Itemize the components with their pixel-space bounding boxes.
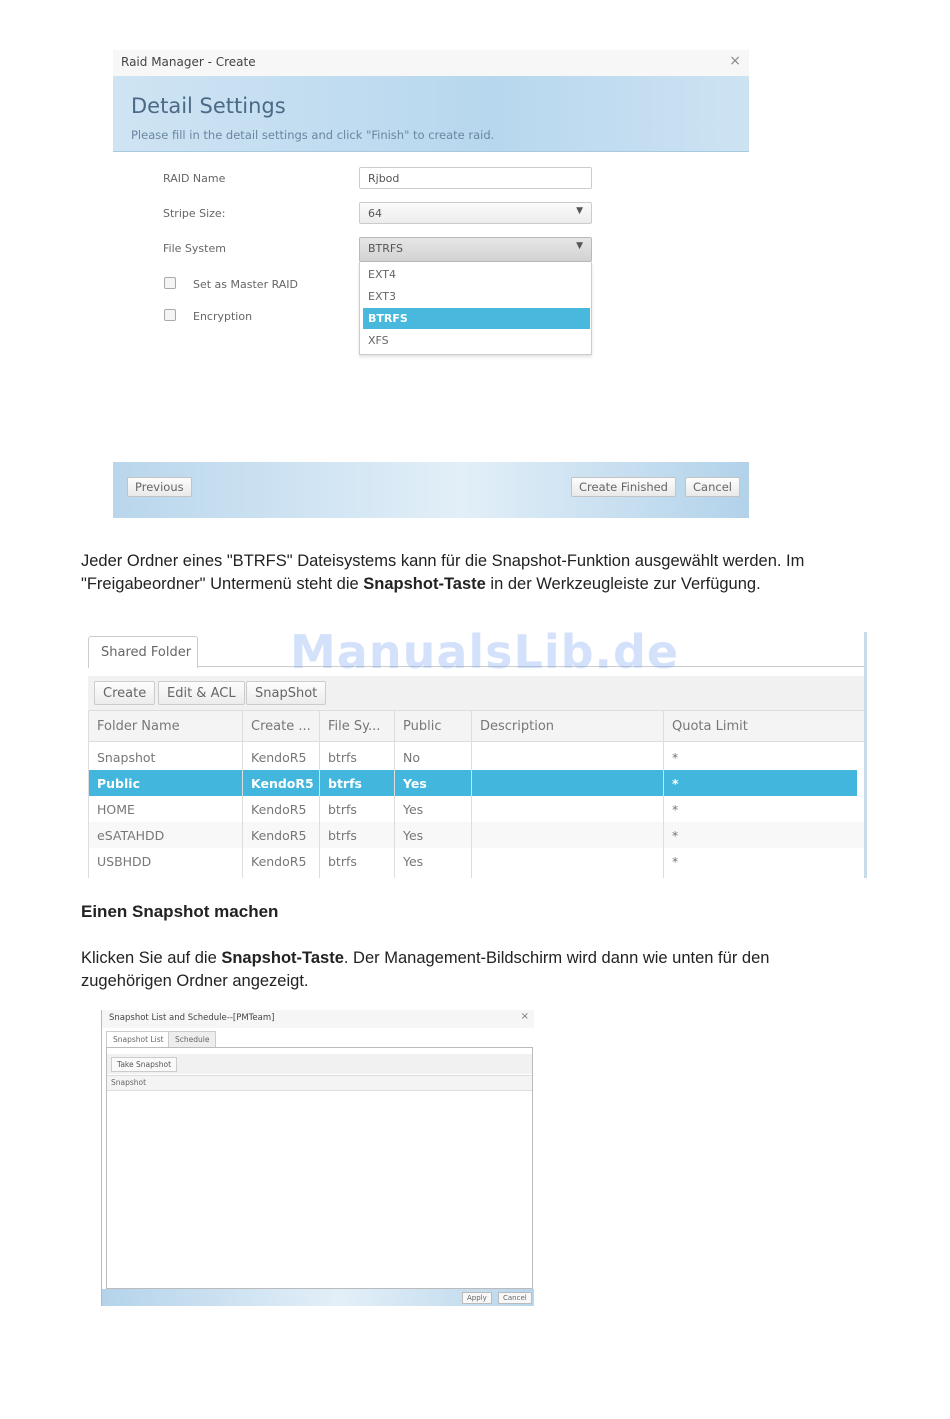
- cell-file-system: btrfs: [328, 828, 357, 843]
- file-system-select[interactable]: [359, 237, 592, 262]
- cell-created: KendoR5: [251, 802, 307, 817]
- page-subtitle: Please fill in the detail settings and click "Finish" to create raid.: [131, 128, 495, 142]
- raid-manager-dialog: [113, 50, 749, 518]
- cell-created: KendoR5: [251, 854, 307, 869]
- dialog-title: Snapshot List and Schedule--[PMTeam]: [109, 1013, 275, 1023]
- table-header: [88, 710, 864, 742]
- stripe-size-label: Stripe Size:: [163, 207, 226, 220]
- raid-name-input[interactable]: Rjbod: [359, 167, 592, 189]
- text-span: . Der Management-Bildschirm wird dann wie unten für den: [343, 949, 770, 967]
- paragraph-line: [81, 947, 870, 970]
- close-icon[interactable]: ×: [729, 53, 741, 69]
- cancel-button[interactable]: Cancel: [685, 477, 740, 497]
- column-header[interactable]: Folder Name: [97, 719, 180, 734]
- tab-schedule[interactable]: Schedule: [168, 1031, 216, 1047]
- cell-quota: *: [672, 802, 679, 817]
- tab-shared-folder[interactable]: [88, 636, 198, 668]
- cell-folder-name: USBHDD: [97, 854, 152, 869]
- cell-public: Yes: [403, 828, 424, 843]
- dialog-titlebar: [102, 1010, 534, 1028]
- master-raid-label: Set as Master RAID: [193, 278, 299, 291]
- encryption-label: Encryption: [193, 310, 253, 323]
- bold-term: Snapshot-Taste: [363, 575, 486, 593]
- table-header: [107, 1075, 532, 1091]
- dropdown-option-ext4[interactable]: EXT4: [368, 268, 397, 281]
- cell-created: KendoR5: [251, 750, 307, 765]
- file-system-dropdown: [359, 262, 592, 355]
- column-divider: [242, 710, 243, 878]
- text-span: "Freigabeordner" Untermenü steht die: [81, 575, 364, 593]
- raid-name-label: RAID Name: [163, 172, 226, 185]
- snapshot-list-panel: [106, 1047, 533, 1289]
- column-header[interactable]: Create ...: [251, 719, 311, 734]
- take-snapshot-button[interactable]: Take Snapshot: [111, 1057, 177, 1072]
- dialog-footer: [102, 1289, 534, 1306]
- dialog-title: Raid Manager - Create: [121, 55, 256, 69]
- create-finished-button[interactable]: Create Finished: [571, 477, 676, 497]
- column-header[interactable]: Quota Limit: [672, 719, 748, 734]
- paragraph-line: zugehörigen Ordner angezeigt.: [81, 972, 309, 990]
- stripe-size-value: 64: [368, 207, 382, 220]
- snapshot-button[interactable]: SnapShot: [246, 681, 326, 705]
- create-button[interactable]: Create: [94, 681, 155, 705]
- table-row[interactable]: [88, 744, 864, 770]
- cell-public: Yes: [403, 802, 424, 817]
- tab-label: Shared Folder: [101, 645, 192, 660]
- cell-folder-name: eSATAHDD: [97, 828, 165, 843]
- table-row[interactable]: [88, 770, 857, 796]
- table-row[interactable]: [88, 822, 864, 848]
- column-header[interactable]: Description: [480, 719, 555, 734]
- dropdown-option-ext3[interactable]: EXT3: [368, 290, 397, 303]
- cell-file-system: btrfs: [328, 854, 357, 869]
- column-divider: [471, 710, 472, 878]
- paragraph-snapshot-button: [81, 947, 870, 993]
- text-span: in der Werkzeugleiste zur Verfügung.: [485, 575, 761, 593]
- column-header[interactable]: Snapshot: [111, 1078, 147, 1087]
- table-row[interactable]: [88, 848, 864, 874]
- column-divider: [88, 710, 89, 878]
- stripe-size-select[interactable]: [359, 202, 592, 224]
- cell-public: No: [403, 750, 420, 765]
- cell-folder-name: Public: [97, 776, 140, 791]
- cell-public: Yes: [403, 854, 424, 869]
- dropdown-option-btrfs[interactable]: BTRFS: [363, 308, 590, 329]
- column-header[interactable]: Public: [403, 719, 442, 734]
- paragraph-line: [81, 573, 870, 596]
- cell-public: Yes: [403, 776, 427, 791]
- column-divider: [319, 710, 320, 878]
- cancel-button[interactable]: Cancel: [498, 1292, 532, 1304]
- cell-folder-name: HOME: [97, 802, 135, 817]
- paragraph-line: Jeder Ordner eines "BTRFS" Dateisystems kann für die Snapshot-Funktion ausgewählt werden. Im: [81, 552, 805, 570]
- cell-folder-name: Snapshot: [97, 750, 156, 765]
- file-system-label: File System: [163, 242, 226, 255]
- table-row[interactable]: [88, 796, 864, 822]
- bold-term: Snapshot-Taste: [221, 949, 344, 967]
- previous-button[interactable]: Previous: [127, 477, 192, 497]
- paragraph-btrfs-snapshot: [81, 550, 870, 596]
- watermark: ManualsLib.de: [290, 625, 680, 679]
- cell-quota: *: [672, 776, 679, 791]
- dialog-titlebar: [113, 50, 749, 77]
- cell-file-system: btrfs: [328, 802, 357, 817]
- cell-created: KendoR5: [251, 776, 314, 791]
- cell-quota: *: [672, 828, 679, 843]
- chevron-down-icon: ▼: [576, 241, 583, 251]
- dropdown-option-xfs[interactable]: XFS: [368, 334, 389, 347]
- cell-created: KendoR5: [251, 828, 307, 843]
- section-heading: Einen Snapshot machen: [81, 902, 279, 921]
- file-system-value: BTRFS: [368, 242, 404, 255]
- chevron-down-icon: ▼: [576, 206, 583, 216]
- apply-button[interactable]: Apply: [462, 1292, 492, 1304]
- cell-quota: *: [672, 854, 679, 869]
- cell-quota: *: [672, 750, 679, 765]
- cell-file-system: btrfs: [328, 776, 362, 791]
- panel-border: [864, 632, 867, 878]
- encryption-checkbox[interactable]: [164, 309, 176, 321]
- cell-file-system: btrfs: [328, 750, 357, 765]
- column-header[interactable]: File Sy...: [328, 719, 381, 734]
- master-raid-checkbox[interactable]: [164, 277, 176, 289]
- tab-snapshot-list[interactable]: Snapshot List: [106, 1031, 171, 1047]
- dialog-footer: [113, 462, 749, 518]
- close-icon[interactable]: ×: [520, 1011, 529, 1022]
- page-title: Detail Settings: [131, 94, 286, 118]
- snapshot-dialog: [101, 1010, 534, 1306]
- text-span: Klicken Sie auf die: [81, 949, 222, 967]
- dialog-header: [113, 76, 749, 152]
- edit-acl-button[interactable]: Edit & ACL: [158, 681, 245, 705]
- column-divider: [663, 710, 664, 878]
- column-divider: [394, 710, 395, 878]
